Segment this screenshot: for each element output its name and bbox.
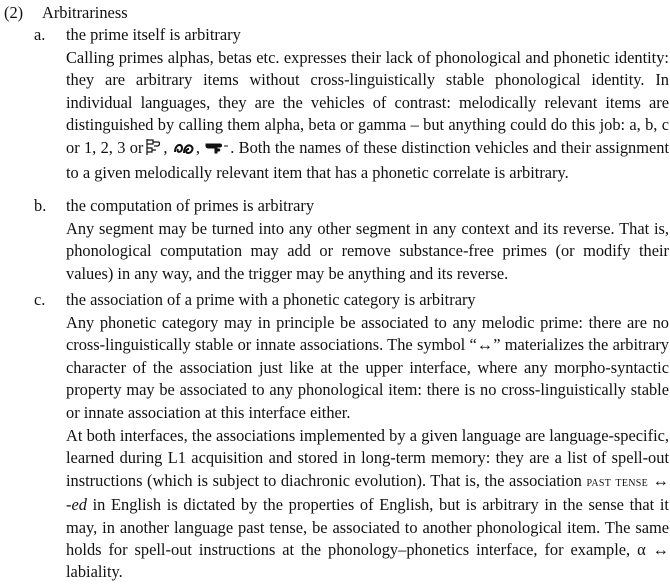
item-b-body [66, 218, 669, 285]
item-a-separator-2: , [195, 137, 200, 157]
item-a-text-end: . Both the names of these distinction vehicles and their assignment to a given melodically relevant item that has a phonetic correlate is arbitrary. [66, 137, 669, 183]
item-b-title: the computation of primes is arbitrary [66, 196, 315, 215]
item-a-title: the prime itself is arbitrary [66, 25, 241, 44]
item-c-body [66, 312, 669, 584]
item-b-paragraph: Any segment may be turned into any other segment in any context and its reverse. That is, phonological computation may add or remove substance-free primes (or modify their values) in any way, and the trigger may be anything and its reverse. [66, 219, 669, 283]
item-c-para2-start: At both interfaces, the associations implemented by a given language are language-specific, learned during L1 acquisition and stored in long-term memory: they are a list of spell-out instructions (which is subject to diachronic evolution). That is, the association [66, 426, 669, 490]
wingding-pointing-hand-symbol-icon [205, 140, 229, 162]
item-a-text-start: Calling primes alphas, betas etc. expresses their lack of phonological and phonetic identity: they are arbitrary items without cross-linguistically stable phonological identity. In individual languages, they are the vehicles of contrast: melodically relevant items are distinguished by calling them alpha, beta or gamma – but anything could do this job: a, b, c or 1, 2, 3 or [66, 48, 669, 157]
example-title: Arbitrariness [42, 3, 128, 22]
ed-suffix: -ed [66, 495, 87, 515]
association-arrow: ↔ [652, 470, 669, 490]
example-number: (2) [4, 3, 24, 22]
item-a-separator-1: , [163, 137, 168, 157]
item-a-body [66, 47, 669, 184]
past-tense-smallcaps: past tense [586, 474, 649, 490]
item-c-para2-end: in English is dictated by the properties of English, but is arbitrary in the sense that it may, in another language past tense, be associated to another phonological item. The same holds for spell-out instructions at the phonology–phonetics interface, for example, α ↔ labiality. [66, 495, 669, 582]
item-b-label: b. [34, 196, 47, 215]
wingding-ornament-symbol-icon [173, 140, 195, 162]
wingding-flag-symbol-icon [144, 138, 162, 162]
item-c-label: c. [34, 290, 46, 309]
item-c-paragraph-1: Any phonetic category may in principle be associated to any melodic prime: there are no cross-linguistically stable or innate associations. The symbol “↔” materializes the arbitrary character of the association just like at the upper interface, where any morpho-syntactic property may be associated to any phonological item: there is no cross-linguistically stable or innate association at this interface either. [66, 313, 669, 422]
item-c-title: the association of a prime with a phonetic category is arbitrary [66, 290, 476, 309]
item-c-paragraph-2 [66, 425, 669, 584]
item-a-label: a. [34, 25, 46, 44]
item-a-paragraph [66, 47, 669, 184]
